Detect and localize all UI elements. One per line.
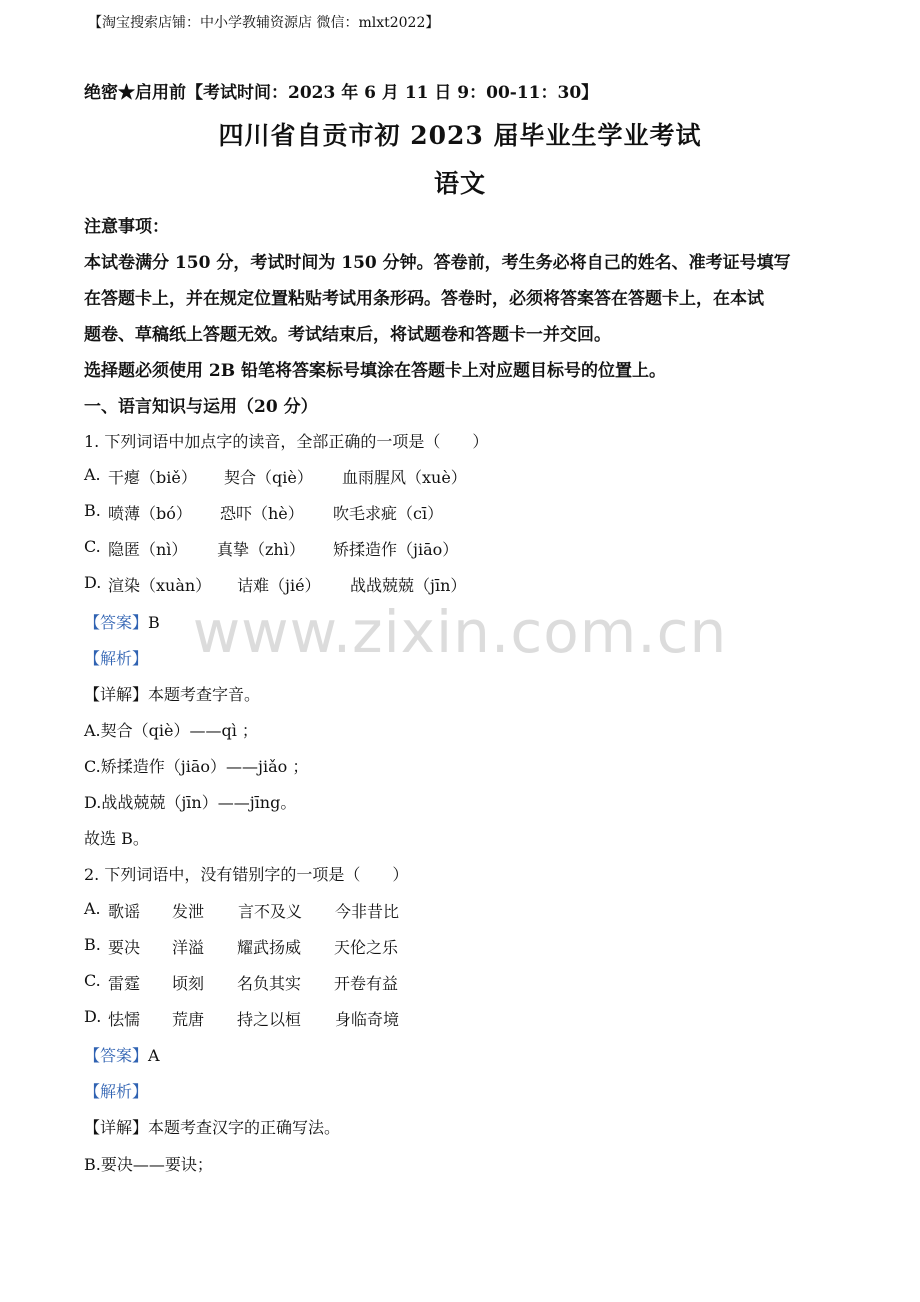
option-item: 怯懦 (108, 1010, 141, 1029)
q1-note: C.矫揉造作（jiāo）——jiǎo ； (84, 757, 309, 776)
option-item: 战战兢兢（jīn） (350, 576, 467, 595)
option-item: 天伦之乐 (334, 938, 399, 957)
option-item: 真挚（zhì） (217, 540, 305, 559)
option-label: A. (84, 899, 101, 918)
answer-tag: 【答案】 (84, 613, 149, 632)
q1-conclusion: 故选 B。 (84, 829, 149, 848)
option-item: 血雨腥风（xuè） (342, 468, 467, 487)
subject-title: 语文 (433, 169, 486, 198)
confidential-line: 绝密★启用前【考试时间：2023 年 6 月 11 日 9：00-11：30】 (84, 83, 599, 103)
option-label: D. (84, 1007, 102, 1026)
option-item: 开卷有益 (334, 974, 399, 993)
option-label: C. (84, 537, 101, 556)
option-label: A. (84, 465, 101, 484)
notice-line: 题卷、草稿纸上答题无效。考试结束后，将试题卷和答题卡一并交回。 (84, 325, 611, 345)
answer-value: A (148, 1046, 160, 1065)
q1-note: A.契合（qiè）——qì ； (84, 721, 258, 740)
answer-tag: 【答案】 (84, 1046, 149, 1065)
option-label: C. (84, 971, 101, 990)
question-1-stem: 1. 下列词语中加点字的读音，全部正确的一项是（ ） (84, 432, 489, 451)
option-item: 今非昔比 (335, 902, 400, 921)
q1-detail (84, 682, 260, 705)
option-item: 诘难（jié） (237, 576, 321, 595)
option-item: 吹毛求疵（cī） (333, 504, 444, 523)
option-label: B. (84, 501, 101, 520)
section-heading: 一、语言知识与运用（20 分） (84, 397, 318, 417)
notice-line: 本试卷满分 150 分，考试时间为 150 分钟。答卷前，考生务必将自己的姓名、准考证号填写 (84, 253, 791, 273)
q2-note: B.要决——要诀； (84, 1155, 213, 1174)
question-2-stem: 2. 下列词语中，没有错别字的一项是（ ） (84, 865, 409, 884)
shop-note: 【淘宝搜索店铺：中小学教辅资源店 微信：mlxt2022】 (88, 15, 440, 31)
notice-heading: 注意事项： (84, 217, 169, 237)
option-item: 干瘪（biě） (108, 468, 197, 487)
page-title: 四川省自贡市初 2023 届毕业生学业考试 (218, 121, 702, 150)
option-item: 耀武扬威 (237, 938, 302, 957)
q1-note: D.战战兢兢（jīn）——jīng。 (84, 793, 297, 812)
q2-answer (84, 1043, 160, 1066)
detail-tag: 【详解】 (84, 685, 149, 704)
option-label: D. (84, 573, 102, 592)
option-item: 渲染（xuàn） (108, 576, 212, 595)
option-item: 恐吓（hè） (220, 504, 304, 523)
watermark: www.zixin.com.cn (192, 598, 728, 666)
detail-text: 本题考查汉字的正确写法。 (148, 1118, 341, 1137)
detail-tag: 【详解】 (84, 1118, 149, 1137)
answer-value: B (148, 613, 160, 632)
option-item: 发泄 (172, 902, 205, 921)
option-item: 言不及义 (238, 902, 303, 921)
option-item: 歌谣 (108, 902, 141, 921)
q2-analysis-tag: 【解析】 (84, 1082, 149, 1101)
option-item: 洋溢 (172, 938, 205, 957)
option-item: 荒唐 (172, 1010, 205, 1029)
option-item: 雷霆 (108, 974, 141, 993)
notice-line: 在答题卡上，并在规定位置粘贴考试用条形码。答卷时，必须将答案答在答题卡上，在本试 (84, 289, 764, 309)
option-item: 身临奇境 (335, 1010, 400, 1029)
option-item: 喷薄（bó） (108, 504, 192, 523)
option-label: B. (84, 935, 101, 954)
notice-line: 选择题必须使用 2B 铅笔将答案标号填涂在答题卡上对应题目标号的位置上。 (84, 361, 667, 381)
option-item: 隐匿（nì） (108, 540, 188, 559)
option-item: 要决 (108, 938, 141, 957)
option-item: 顷刻 (172, 974, 205, 993)
q2-detail (84, 1115, 340, 1138)
q1-analysis-tag: 【解析】 (84, 649, 149, 668)
option-item: 矫揉造作（jiāo） (333, 540, 459, 559)
option-item: 持之以桓 (237, 1010, 302, 1029)
detail-text: 本题考查字音。 (148, 685, 261, 704)
option-item: 名负其实 (237, 974, 302, 993)
option-item: 契合（qiè） (224, 468, 313, 487)
